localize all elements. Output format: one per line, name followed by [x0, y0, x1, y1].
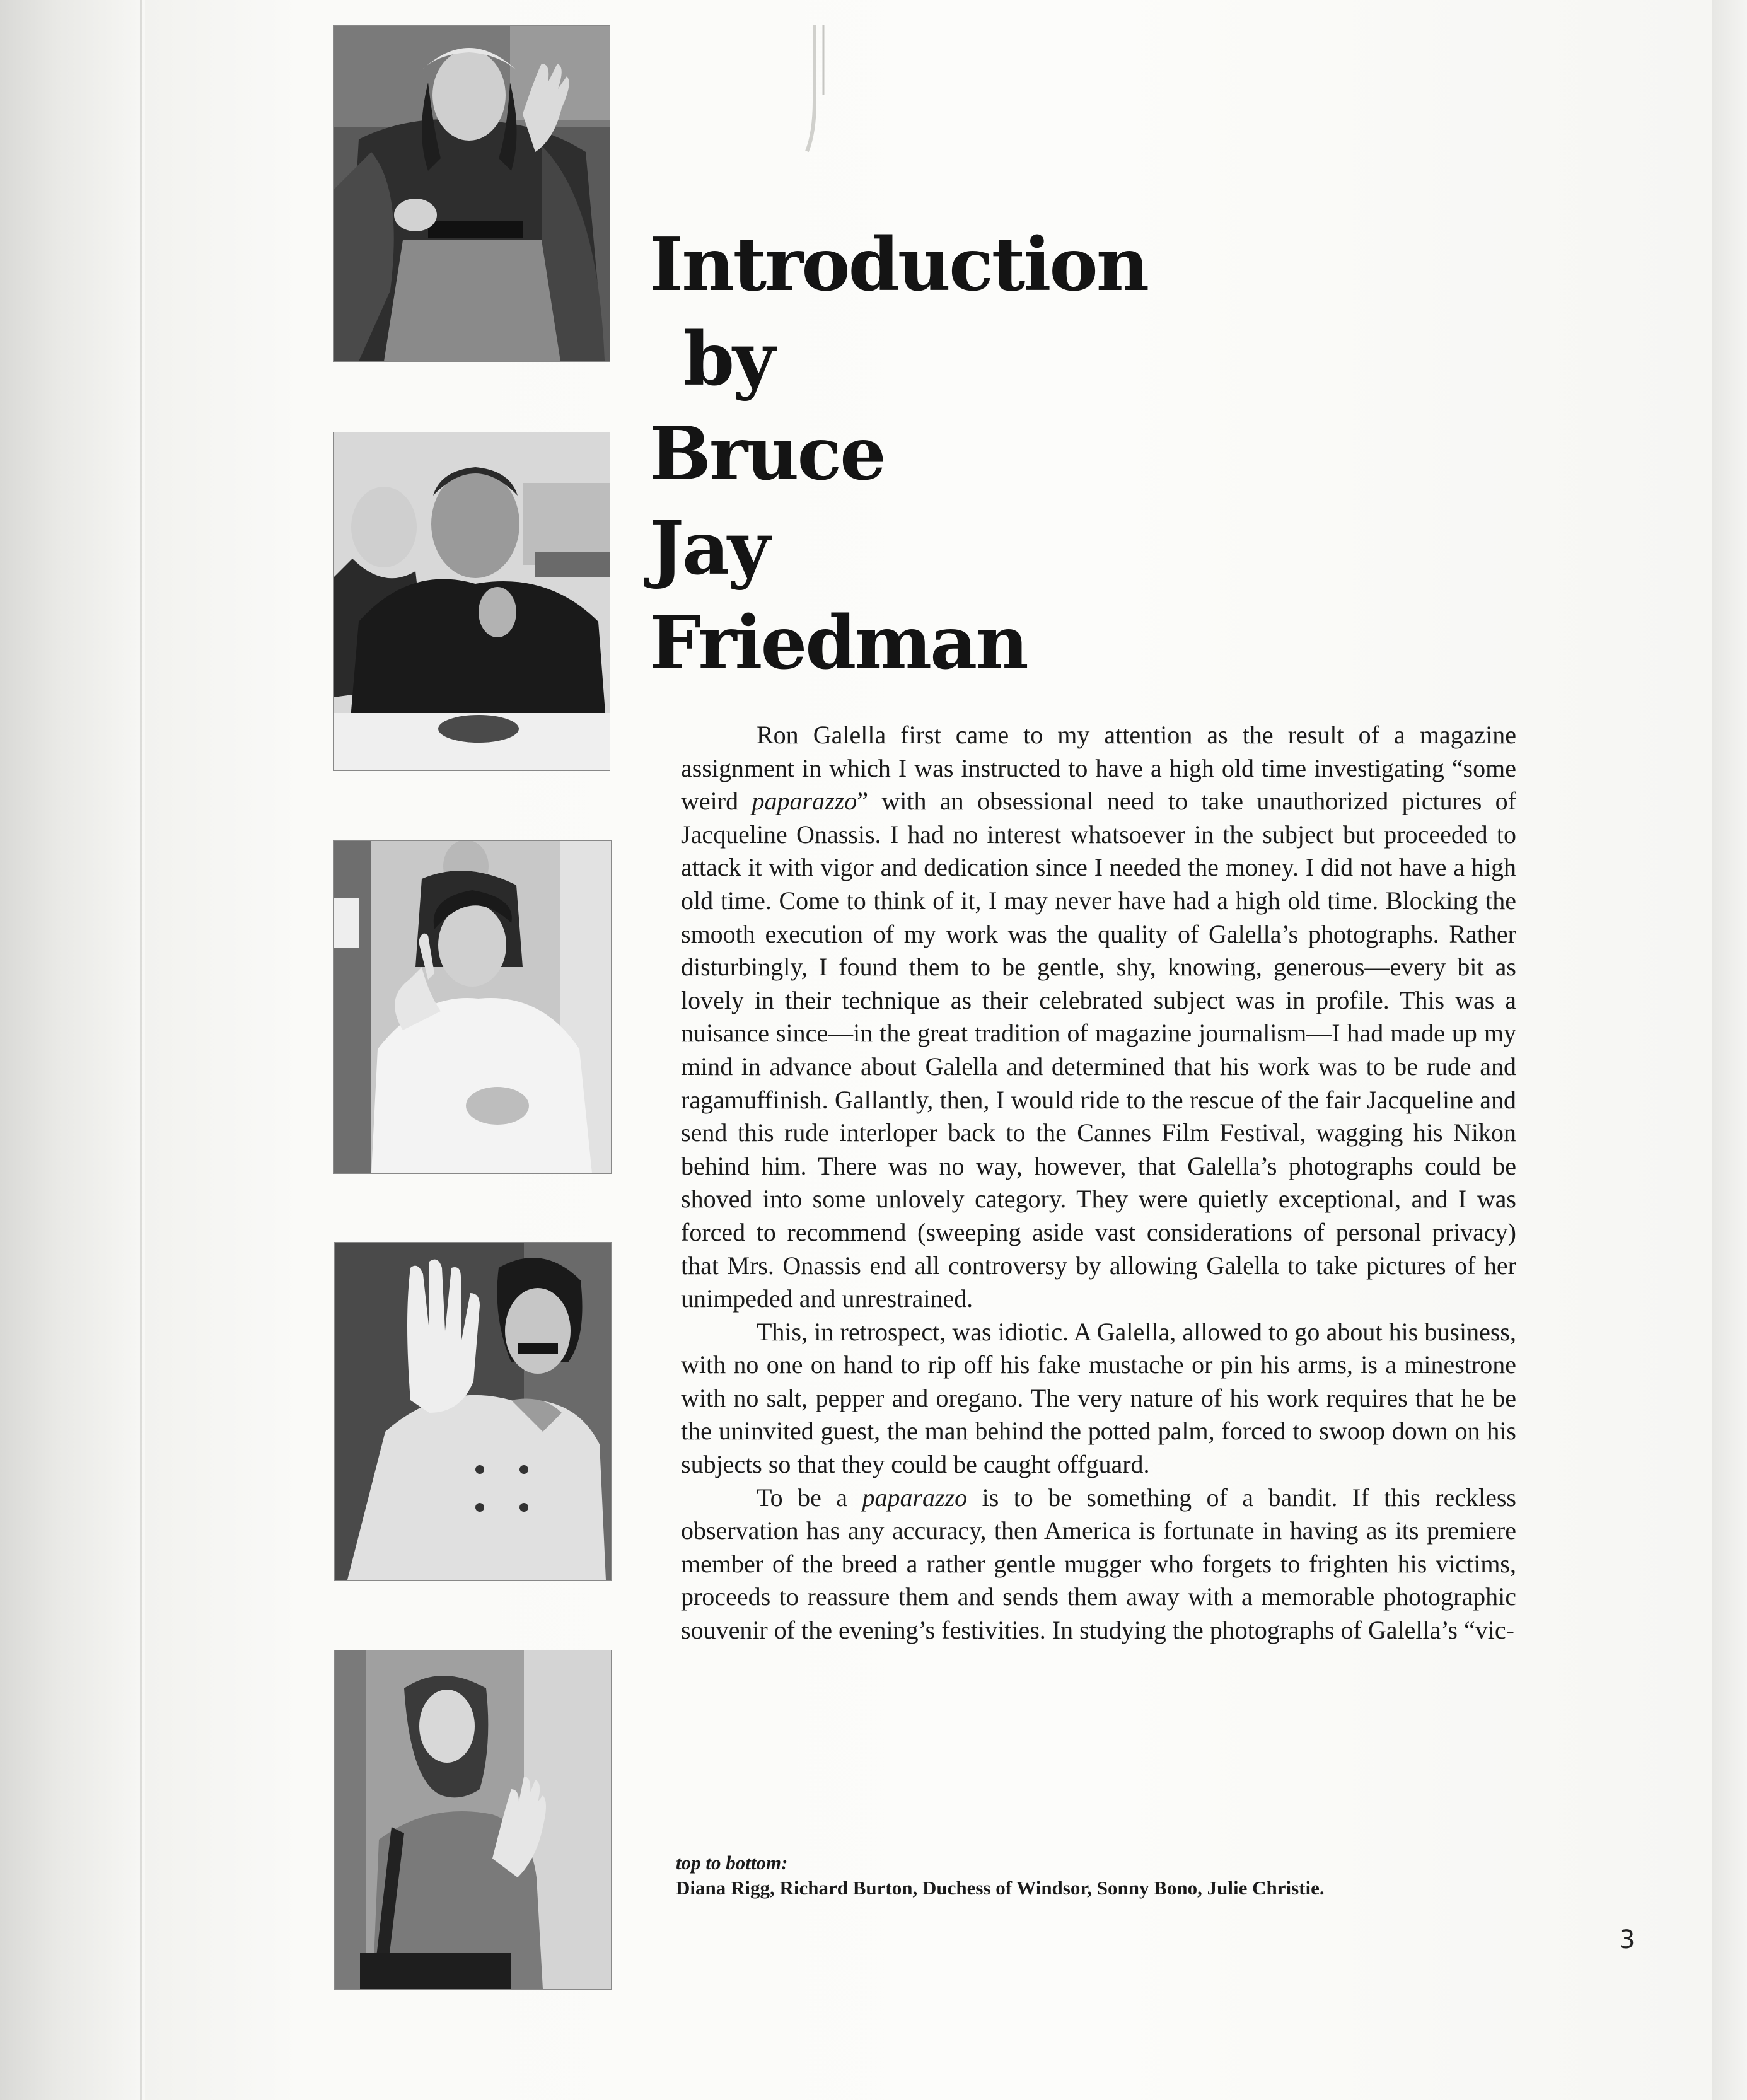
- binding-edge: [140, 0, 142, 2100]
- paragraph-1: [681, 719, 1516, 1316]
- caption-heading: top to bottom:: [676, 1852, 788, 1874]
- page-right-edge: [1712, 0, 1747, 2100]
- photo-sonny-bono: [334, 1242, 612, 1581]
- paragraph-3-text-b: is to be something of a bandit. If this reckless observation has any accuracy, then America is fortunate in having as its premiere member of the breed a rather gentle mugger who forgets to frighten his victims, proceeds to reassure them and sends them away with a memorable photographic souvenir of the evening’s festivities. In studying the photographs of Galella’s “vic-: [681, 1483, 1516, 1645]
- paragraph-1-italic: paparazzo: [752, 787, 857, 816]
- article-body: [681, 719, 1516, 1647]
- paragraph-3-text-a: To be a: [757, 1483, 862, 1512]
- photo-caption: [676, 1850, 1495, 1901]
- photo-diana-rigg: [333, 25, 610, 362]
- title-line-4: Jay: [649, 506, 769, 591]
- page-number: 3: [1619, 1925, 1635, 1954]
- photo-julie-christie: [334, 1650, 612, 1990]
- paragraph-2: This, in retrospect, was idiotic. A Galella, allowed to go about his business, with no one on hand to rip off his fake mustache or pin his arms, is a minestrone with no salt, pepper and oregano. The very nature of his work requires that he be the uninvited guest, the man behind the potted palm, forced to swoop down on his subjects so that they could be caught offguard.: [681, 1317, 1516, 1479]
- article-title: [649, 218, 1343, 690]
- paper-crease-mark: [796, 25, 833, 158]
- book-binding-shadow: [0, 0, 145, 2100]
- paragraph-3-italic: paparazzo: [862, 1483, 968, 1512]
- title-line-1: Introduction: [649, 222, 1148, 308]
- title-line-3: Bruce: [649, 411, 885, 497]
- title-line-2: by: [683, 316, 774, 402]
- caption-names: Diana Rigg, Richard Burton, Duchess of Windsor, Sonny Bono, Julie Christie.: [676, 1877, 1325, 1899]
- paragraph-1-text-b: ” with an obsessional need to take unauthorized pictures of Jacqueline Onassis. I had no interest whatsoever in the subject but proceeded to attack it with vigor and dedication since I needed the money. I did not have a high old time. Come to think of it, I may never have had a high old time. Blocking the smooth execution of my work was the quality of Galella’s photographs. Rather disturbingly, I found them to be gentle, shy, knowing, generous—every bit as lovely in their technique as their celebrated subject was in profile. This was a nuisance since—in the great tradition of magazine journalism—I had made up my mind in advance about Galella and determined that his work was to be rude and ragamuffinish. Gallantly, then, I would ride to the rescue of the fair Jacqueline and send this rude interloper back to the Cannes Film Festival, wagging his Nikon behind him. There was no way, however, that Galella’s photographs could be shoved into some unlovely category. They were quietly exceptional, and I was forced to recommend (sweeping aside vast considerations of personal privacy) that Mrs. Onassis end all controversy by allowing Galella to take pictures of her unimpeded and unrestrained.: [681, 787, 1517, 1313]
- photo-duchess-of-windsor: [333, 840, 612, 1174]
- paragraph-1-text-a: Ron Galella first came to my attention as the result of a magazine assignment in which I was instructed to have a high old time investigating “some weird: [681, 721, 1516, 816]
- photo-richard-burton: [333, 432, 610, 771]
- paragraph-3: [681, 1482, 1516, 1647]
- title-line-5: Friedman: [649, 600, 1027, 686]
